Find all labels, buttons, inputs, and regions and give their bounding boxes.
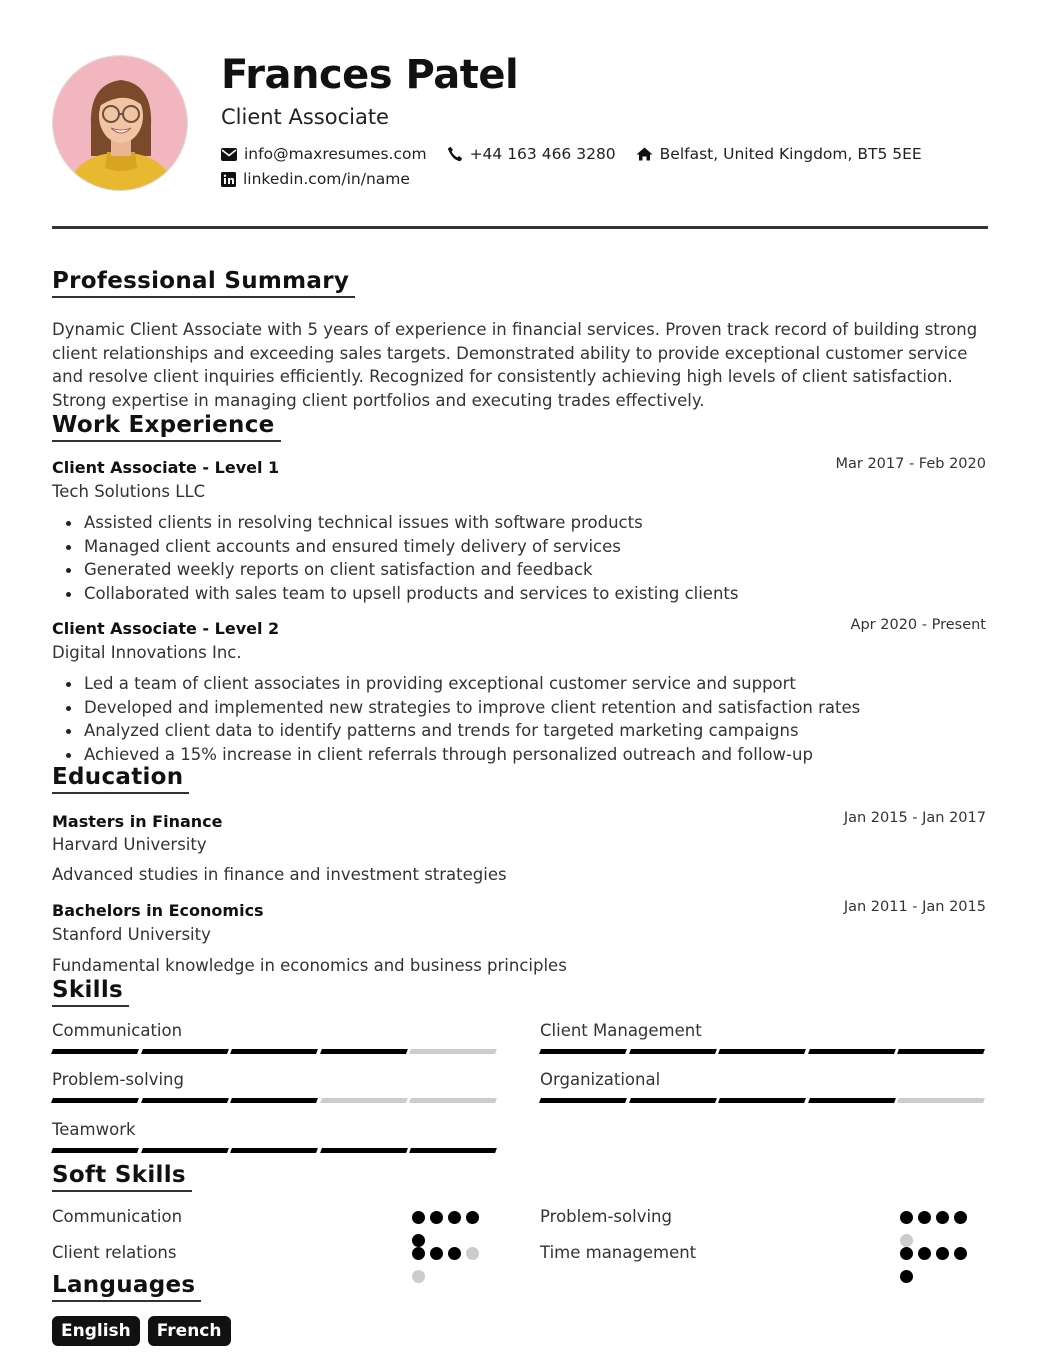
section-title-education: Education — [52, 764, 189, 794]
section-title-skills: Skills — [52, 977, 129, 1007]
skill-segment-filled — [320, 1148, 407, 1153]
contact-row — [221, 145, 942, 163]
skill-segment-filled — [718, 1098, 805, 1103]
rating-dot-filled — [448, 1247, 461, 1260]
job-bullets — [62, 511, 738, 605]
location-text: Belfast, United Kingdom, BT5 5EE — [659, 145, 922, 163]
language-tag: French — [148, 1316, 231, 1346]
rating-dot-filled — [412, 1211, 425, 1224]
languages-list — [52, 1316, 239, 1346]
skill-segment-empty — [897, 1098, 984, 1103]
job-company: Digital Innovations Inc. — [52, 643, 242, 662]
rating-dot-empty — [900, 1234, 913, 1247]
header-divider — [52, 226, 988, 229]
soft-skill-name: Communication — [52, 1207, 183, 1226]
section-title-experience: Work Experience — [52, 412, 281, 442]
skill-segment-filled — [230, 1148, 317, 1153]
skill-item — [540, 1021, 988, 1054]
rating-dot-filled — [936, 1211, 949, 1224]
skill-segment-filled — [141, 1098, 228, 1103]
skill-name: Communication — [52, 1021, 183, 1040]
rating-dot-filled — [918, 1211, 931, 1224]
section-title-summary: Professional Summary — [52, 268, 355, 298]
skill-item — [52, 1120, 500, 1153]
rating-dot-filled — [900, 1270, 913, 1283]
candidate-name: Frances Patel — [221, 52, 519, 98]
phone-text: +44 163 466 3280 — [469, 145, 616, 163]
degree-title: Masters in Finance — [52, 812, 223, 831]
avatar — [52, 55, 188, 191]
skill-level-bar — [52, 1049, 500, 1054]
summary-text: Dynamic Client Associate with 5 years of experience in financial services. Proven track record of building strong client relationships and exceeding sales targets. Demonstrated ability to provide exceptional customer service and resolve client inquiries efficiently. Recognized for consistently achieving high levels of client satisfaction. Strong expertise in managing client portfolios and executing trades effectively. — [52, 320, 978, 410]
rating-dot-filled — [900, 1211, 913, 1224]
skill-item — [540, 1070, 988, 1103]
skill-name: Teamwork — [52, 1120, 136, 1139]
list-item: Managed client accounts and ensured timely delivery of services — [62, 535, 738, 559]
job-title: Client Associate - Level 1 — [52, 458, 280, 477]
phone-icon — [447, 146, 463, 162]
envelope-icon — [221, 148, 237, 161]
soft-skill-name: Problem-solving — [540, 1207, 672, 1226]
list-item: Generated weekly reports on client satisfaction and feedback — [62, 558, 738, 582]
skill-segment-empty — [409, 1098, 496, 1103]
contact-location — [636, 145, 922, 163]
degree-dates: Jan 2011 - Jan 2015 — [843, 899, 986, 915]
skill-segment-filled — [808, 1049, 895, 1054]
skill-segment-filled — [230, 1098, 317, 1103]
skill-segment-empty — [409, 1049, 496, 1054]
degree-title: Bachelors in Economics — [52, 901, 264, 920]
rating-dot-filled — [430, 1247, 443, 1260]
rating-dot-filled — [430, 1211, 443, 1224]
skill-name: Client Management — [540, 1021, 702, 1040]
skill-segment-filled — [141, 1148, 228, 1153]
skill-segment-filled — [51, 1049, 138, 1054]
job-dates: Mar 2017 - Feb 2020 — [835, 456, 986, 472]
school-name: Harvard University — [52, 835, 207, 854]
skill-item — [52, 1021, 500, 1054]
linkedin-text: linkedin.com/in/name — [243, 170, 410, 188]
skill-name: Organizational — [540, 1070, 661, 1089]
skill-segment-filled — [51, 1148, 138, 1153]
rating-dot-filled — [412, 1234, 425, 1247]
skill-segment-filled — [320, 1049, 407, 1054]
list-item: Collaborated with sales team to upsell products and services to existing clients — [62, 582, 738, 606]
degree-dates: Jan 2015 - Jan 2017 — [843, 810, 986, 826]
rating-dot-filled — [954, 1211, 967, 1224]
contact-linkedin[interactable] — [221, 170, 410, 188]
soft-skill-name: Client relations — [52, 1243, 177, 1262]
list-item: Analyzed client data to identify patterns and trends for targeted marketing campaigns — [62, 719, 860, 743]
soft-skill-rating — [900, 1247, 976, 1293]
linkedin-icon — [221, 172, 236, 187]
list-item: Developed and implemented new strategies to improve client retention and satisfaction rates — [62, 696, 860, 720]
skill-segment-filled — [141, 1049, 228, 1054]
rating-dot-filled — [466, 1211, 479, 1224]
contact-row-2 — [221, 170, 430, 188]
skill-segment-filled — [808, 1098, 895, 1103]
skill-level-bar — [540, 1098, 988, 1103]
rating-dot-filled — [918, 1247, 931, 1260]
skill-level-bar — [52, 1148, 500, 1153]
job-title: Client Associate - Level 2 — [52, 619, 280, 638]
job-dates: Apr 2020 - Present — [850, 617, 986, 633]
section-title-languages: Languages — [52, 1272, 201, 1302]
skill-segment-empty — [320, 1098, 407, 1103]
soft-skill-rating — [412, 1247, 488, 1293]
language-tag: English — [52, 1316, 140, 1346]
skill-segment-filled — [539, 1098, 626, 1103]
skill-item — [52, 1070, 500, 1103]
rating-dot-filled — [412, 1247, 425, 1260]
degree-description: Advanced studies in finance and investment strategies — [52, 865, 507, 884]
rating-dot-filled — [448, 1211, 461, 1224]
job-bullets — [62, 672, 860, 766]
skill-segment-filled — [718, 1049, 805, 1054]
email-text: info@maxresumes.com — [244, 145, 427, 163]
degree-description: Fundamental knowledge in economics and business principles — [52, 956, 567, 975]
skill-name: Problem-solving — [52, 1070, 184, 1089]
rating-dot-filled — [954, 1247, 967, 1260]
candidate-title: Client Associate — [221, 105, 389, 129]
skill-segment-filled — [897, 1049, 984, 1054]
list-item: Achieved a 15% increase in client referrals through personalized outreach and follow-up — [62, 743, 860, 767]
list-item: Assisted clients in resolving technical issues with software products — [62, 511, 738, 535]
skill-segment-filled — [539, 1049, 626, 1054]
school-name: Stanford University — [52, 925, 211, 944]
skill-level-bar — [540, 1049, 988, 1054]
rating-dot-empty — [466, 1247, 479, 1260]
contact-phone[interactable] — [447, 145, 616, 163]
skill-segment-filled — [629, 1098, 716, 1103]
section-title-soft-skills: Soft Skills — [52, 1162, 192, 1192]
skill-segment-filled — [230, 1049, 317, 1054]
rating-dot-empty — [412, 1270, 425, 1283]
rating-dot-filled — [900, 1247, 913, 1260]
skill-segment-filled — [629, 1049, 716, 1054]
skill-segment-filled — [51, 1098, 138, 1103]
job-company: Tech Solutions LLC — [52, 482, 206, 501]
rating-dot-filled — [936, 1247, 949, 1260]
skill-level-bar — [52, 1098, 500, 1103]
home-icon — [636, 147, 653, 161]
skill-segment-filled — [409, 1148, 496, 1153]
soft-skill-name: Time management — [540, 1243, 697, 1262]
contact-email[interactable] — [221, 145, 427, 163]
list-item: Led a team of client associates in providing exceptional customer service and support — [62, 672, 860, 696]
